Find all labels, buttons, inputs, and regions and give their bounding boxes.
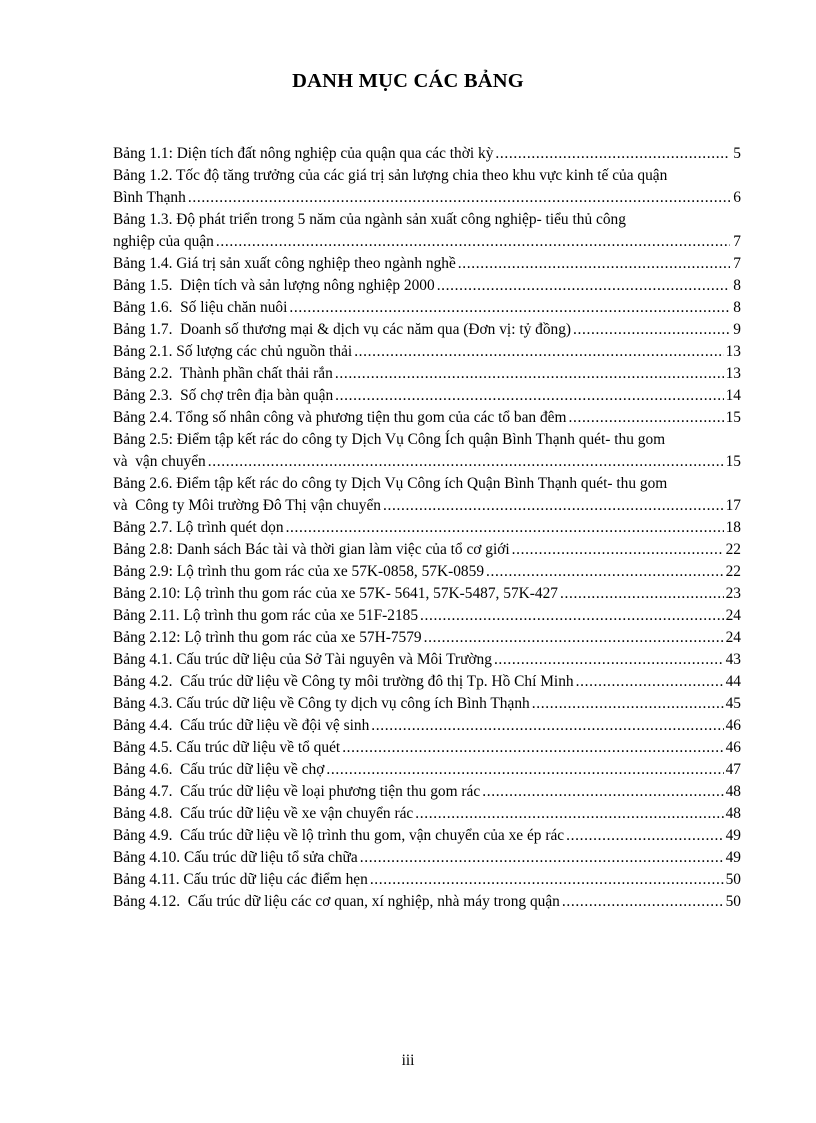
toc-entry-page: 14 [725,387,741,404]
toc-entry-row [113,759,741,781]
toc-entry-first-line: Bảng 1.3. Độ phát triển trong 5 năm của ngành sản xuất công nghiệp- tiểu thủ công [113,211,626,228]
toc-entry-page: 15 [725,409,741,426]
toc-entry-first-line: Bảng 1.2. Tốc độ tăng trưởng của các giá trị sản lượng chia theo khu vực kinh tế của quận [113,167,668,184]
toc-entry[interactable] [113,297,741,319]
toc-entry-page: 18 [725,519,741,536]
toc-entry-row [113,385,741,407]
dot-leader [532,693,724,715]
toc-entry-row [113,803,741,825]
toc-entry-row [113,627,741,649]
toc-entry-page: 7 [733,255,741,272]
toc-entry[interactable] [113,473,741,517]
toc-entry-page: 49 [725,849,741,866]
toc-entry-page: 15 [725,453,741,470]
toc-entry-page: 8 [733,277,741,294]
dot-leader [494,649,724,671]
toc-entry-row [113,297,741,319]
dot-leader [495,143,730,165]
toc-entry-page: 50 [725,871,741,888]
toc-entry[interactable] [113,693,741,715]
toc-entry[interactable] [113,869,741,891]
dot-leader [335,363,724,385]
toc-entry-row [113,319,741,341]
toc-entry-page: 43 [725,651,741,668]
dot-leader [573,319,730,341]
toc-entry-row [113,561,741,583]
toc-entry-row [113,781,741,803]
toc-entry[interactable] [113,583,741,605]
toc-entry[interactable] [113,759,741,781]
page-title: DANH MỤC CÁC BẢNG [292,70,524,92]
toc-entry-row [113,407,741,429]
toc-entry-row [113,825,741,847]
toc-entry[interactable] [113,825,741,847]
toc-entry[interactable] [113,561,741,583]
toc-entry[interactable] [113,649,741,671]
toc-entry-text: Bảng 1.7. Doanh số thương mại & dịch vụ các năm qua (Đơn vị: tỷ đồng) [113,321,572,338]
toc-entry[interactable] [113,275,741,297]
toc-entry-row [113,495,741,517]
toc-entry-row [113,693,741,715]
toc-entry[interactable] [113,627,741,649]
toc-entry[interactable] [113,253,741,275]
toc-entry-row [113,671,741,693]
toc-entry-row [113,539,741,561]
toc-entry-first-line: Bảng 2.5: Điểm tập kết rác do công ty Dịch Vụ Công Ích quận Bình Thạnh quét- thu gom [113,431,666,448]
toc-entry-page: 24 [725,629,741,646]
toc-entry-text: Bảng 4.6. Cấu trúc dữ liệu về chợ [113,761,325,778]
toc-entry-text: Bảng 1.6. Số liệu chăn nuôi [113,299,288,316]
dot-leader [420,605,724,627]
toc-entry[interactable] [113,209,741,253]
toc-entry-page: 22 [725,563,741,580]
toc-entry[interactable] [113,319,741,341]
toc-entry-text: Bình Thạnh [113,189,186,206]
toc-entry-text: Bảng 2.3. Số chợ trên địa bàn quận [113,387,334,404]
toc-entry-text: Bảng 1.5. Diện tích và sản lượng nông nghiệp 2000 [113,277,435,294]
toc-entry-page: 23 [725,585,741,602]
toc-entry[interactable] [113,671,741,693]
dot-leader [415,803,723,825]
toc-entry-row [113,605,741,627]
dot-leader [562,891,724,913]
toc-entry-row [113,451,741,473]
dot-leader [512,539,724,561]
toc-entry-page: 8 [733,299,741,316]
toc-entry-text: Bảng 1.4. Giá trị sản xuất công nghiệp theo ngành nghề [113,255,456,272]
dot-leader [566,825,723,847]
toc-entry-row [113,583,741,605]
toc-entry[interactable] [113,165,741,209]
toc-entry-text: Bảng 2.7. Lộ trình quét dọn [113,519,284,536]
toc-entry-page: 5 [733,145,741,162]
page-number: iii [401,1052,415,1069]
toc-entry[interactable] [113,385,741,407]
toc-entry[interactable] [113,363,741,385]
toc-entry-row [113,143,741,165]
toc-entry[interactable] [113,539,741,561]
toc-entry-row [113,187,741,209]
toc-entry-text: Bảng 2.1. Số lượng các chủ nguồn thải [113,343,353,360]
toc-entry-text: Bảng 2.12: Lộ trình thu gom rác của xe 57H-7579 [113,629,422,646]
toc-entry-page: 48 [725,783,741,800]
toc-entry-text: Bảng 4.10. Cấu trúc dữ liệu tổ sửa chữa [113,849,358,866]
dot-leader [568,407,723,429]
toc-entry-page: 46 [725,739,741,756]
toc-entry-page: 44 [725,673,741,690]
dot-leader [286,517,724,539]
toc-entry-page: 13 [725,343,741,360]
dot-leader [216,231,730,253]
toc-entry[interactable] [113,803,741,825]
toc-entry-page: 50 [725,893,741,910]
dot-leader [289,297,730,319]
toc-entry-text: Bảng 2.4. Tổng số nhân công và phương tiện thu gom của các tổ ban đêm [113,409,567,426]
toc-entry[interactable] [113,715,741,737]
table-list [113,143,741,913]
toc-entry-page: 7 [733,233,741,250]
toc-entry-text: Bảng 4.9. Cấu trúc dữ liệu về lộ trình thu gom, vận chuyển của xe ép rác [113,827,565,844]
toc-entry[interactable] [113,847,741,869]
toc-entry-row [113,847,741,869]
dot-leader [437,275,730,297]
toc-entry[interactable] [113,781,741,803]
dot-leader [326,759,723,781]
toc-entry-row [113,231,741,253]
toc-entry-text: Bảng 4.8. Cấu trúc dữ liệu về xe vận chuyển rác [113,805,414,822]
toc-entry-text: Bảng 2.10: Lộ trình thu gom rác của xe 57K- 5641, 57K-5487, 57K-427 [113,585,558,602]
toc-entry-row [113,517,741,539]
dot-leader [354,341,723,363]
toc-entry-row [113,649,741,671]
dot-leader [360,847,724,869]
toc-entry-row [113,341,741,363]
toc-entry-page: 17 [725,497,741,514]
toc-entry-text: Bảng 4.7. Cấu trúc dữ liệu về loại phương tiện thu gom rác [113,783,481,800]
toc-entry-text: Bảng 4.12. Cấu trúc dữ liệu các cơ quan, xí nghiệp, nhà máy trong quận [113,893,560,910]
toc-entry[interactable] [113,429,741,473]
toc-entry-row [113,253,741,275]
toc-entry-row [113,275,741,297]
toc-entry-page: 22 [725,541,741,558]
toc-entry[interactable] [113,891,741,913]
toc-entry-row [113,869,741,891]
toc-entry-row [113,363,741,385]
toc-entry[interactable] [113,407,741,429]
toc-entry-text: Bảng 4.3. Cấu trúc dữ liệu về Công ty dịch vụ công ích Bình Thạnh [113,695,530,712]
toc-entry-page: 45 [725,695,741,712]
toc-entry-page: 24 [725,607,741,624]
toc-entry-page: 47 [725,761,741,778]
toc-entry-text: Bảng 2.8: Danh sách Bác tài và thời gian làm việc của tổ cơ giới [113,541,510,558]
toc-entry[interactable] [113,517,741,539]
toc-entry[interactable] [113,143,741,165]
dot-leader [335,385,723,407]
toc-entry-page: 46 [725,717,741,734]
toc-entry-page: 9 [733,321,741,338]
dot-leader [424,627,724,649]
dot-leader [371,715,723,737]
toc-entry-text: Bảng 2.9: Lộ trình thu gom rác của xe 57K-0858, 57K-0859 [113,563,485,580]
toc-entry-first-line: Bảng 2.6. Điểm tập kết rác do công ty Dịch Vụ Công ích Quận Bình Thạnh quét- thu gom [113,475,668,492]
toc-entry-text: Bảng 4.2. Cấu trúc dữ liệu về Công ty môi trường đô thị Tp. Hồ Chí Minh [113,673,574,690]
dot-leader [188,187,730,209]
dot-leader [486,561,724,583]
toc-entry[interactable] [113,341,741,363]
toc-entry-page: 48 [725,805,741,822]
toc-entry-page: 13 [725,365,741,382]
toc-entry-text: Bảng 1.1: Diện tích đất nông nghiệp của quận qua các thời kỳ [113,145,494,162]
dot-leader [208,451,724,473]
dot-leader [342,737,723,759]
toc-entry[interactable] [113,737,741,759]
toc-entry-text: nghiệp của quận [113,233,214,250]
toc-entry-page: 49 [725,827,741,844]
toc-entry[interactable] [113,605,741,627]
dot-leader [482,781,723,803]
toc-entry-text: Bảng 4.4. Cấu trúc dữ liệu về đội vệ sinh [113,717,370,734]
toc-entry-page: 6 [733,189,741,206]
toc-entry-text: Bảng 2.11. Lộ trình thu gom rác của xe 51F-2185 [113,607,419,624]
toc-entry-text: Bảng 2.2. Thành phần chất thải rắn [113,365,333,382]
toc-entry-row [113,715,741,737]
toc-entry-row [113,891,741,913]
toc-entry-text: và Công ty Môi trường Đô Thị vận chuyển [113,497,381,514]
toc-entry-row [113,737,741,759]
toc-entry-text: và vận chuyển [113,453,206,470]
toc-entry-text: Bảng 4.5. Cấu trúc dữ liệu về tổ quét [113,739,341,756]
dot-leader [383,495,724,517]
dot-leader [576,671,724,693]
dot-leader [370,869,724,891]
toc-entry-text: Bảng 4.11. Cấu trúc dữ liệu các điểm hẹn [113,871,368,888]
toc-entry-text: Bảng 4.1. Cấu trúc dữ liệu của Sở Tài nguyên và Môi Trường [113,651,492,668]
dot-leader [458,253,730,275]
dot-leader [560,583,724,605]
